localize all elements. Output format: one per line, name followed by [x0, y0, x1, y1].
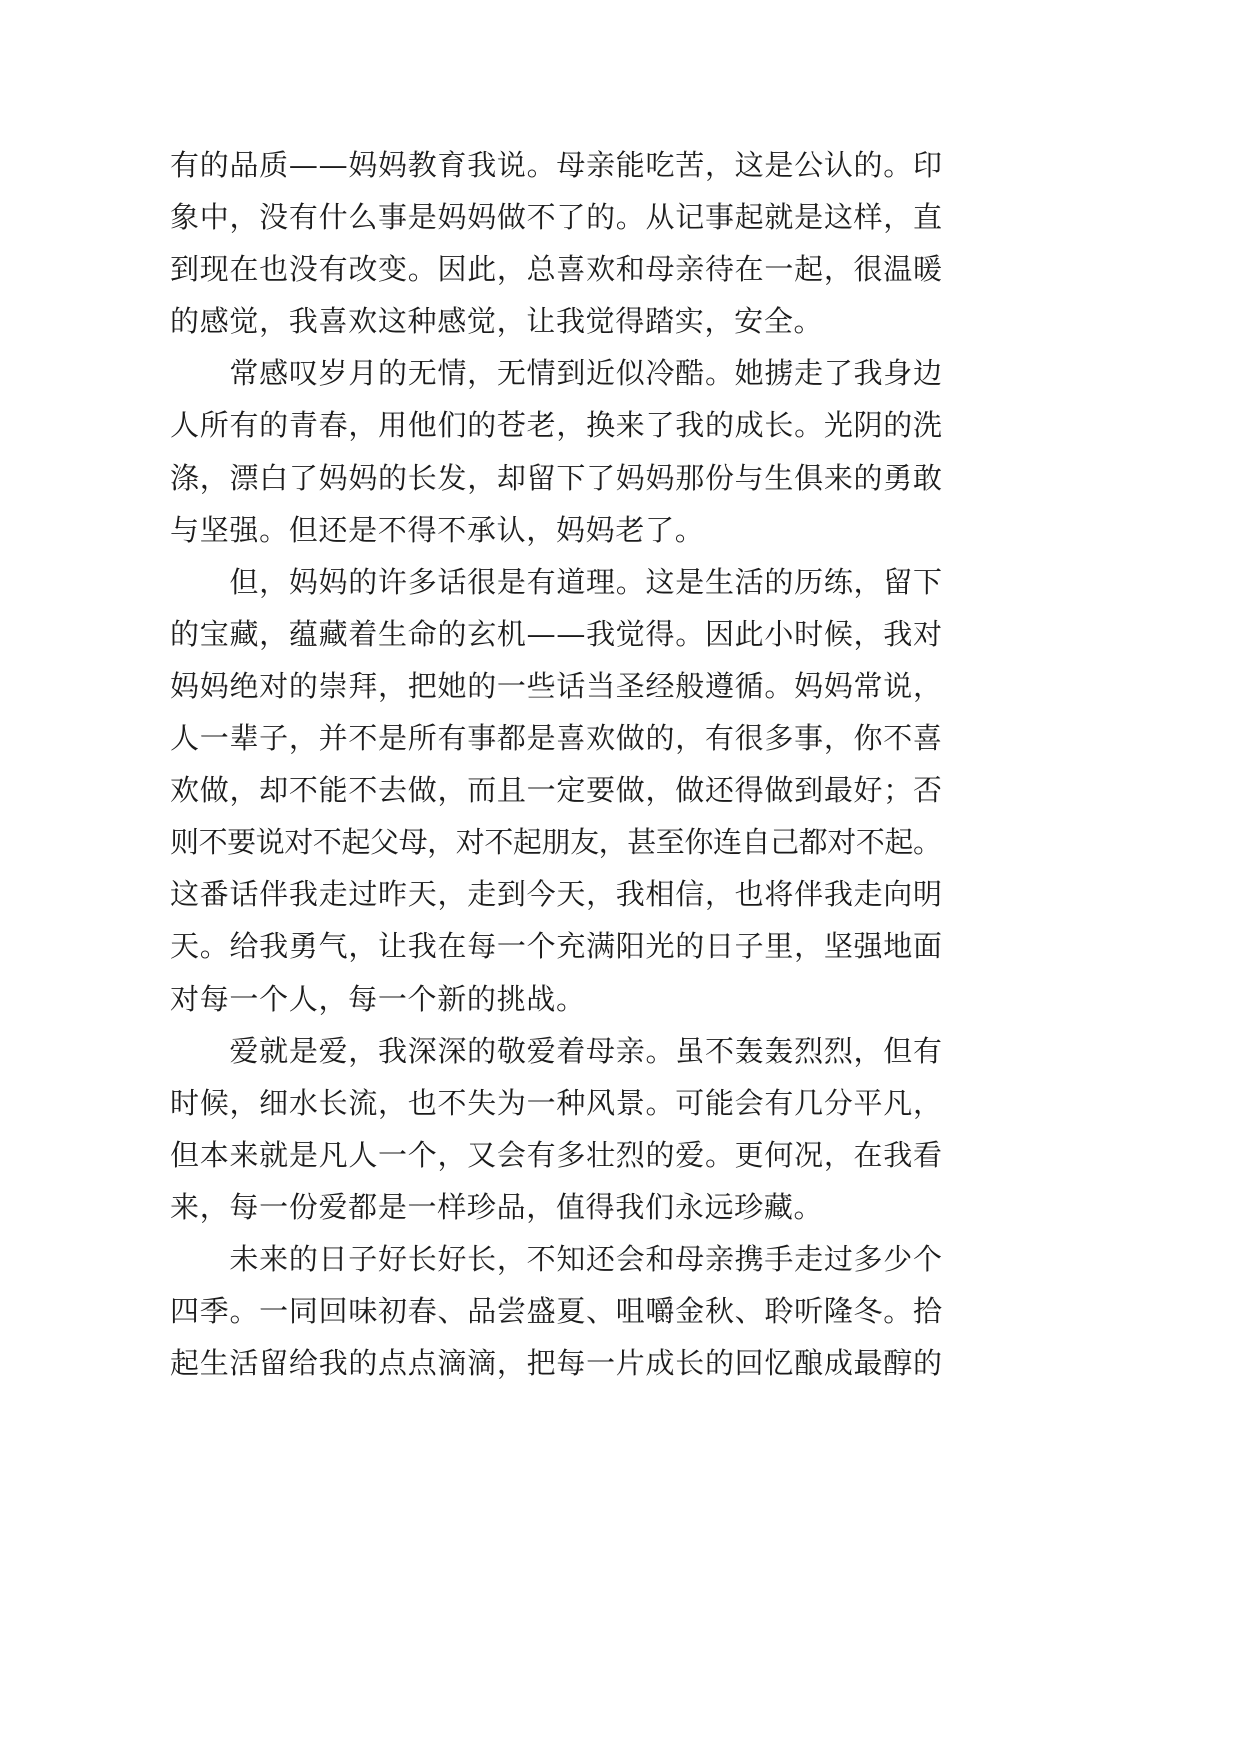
paragraph [170, 556, 942, 1025]
text-line: 起生活留给我的点点滴滴，把每一片成长的回忆酿成最醇的 [170, 1346, 943, 1381]
text-line: 的感觉，我喜欢这种感觉，让我觉得踏实，安全。 [170, 304, 824, 339]
text-line: 未来的日子好长好长，不知还会和母亲携手走过多少个 [229, 1241, 943, 1276]
text-line: 对每一个人，每一个新的挑战。 [170, 981, 586, 1016]
text-line: 涤，漂白了妈妈的长发，却留下了妈妈那份与生俱来的勇敢 [170, 460, 943, 495]
paragraph [170, 1025, 942, 1233]
text-line: 人一辈子，并不是所有事都是喜欢做的，有很多事，你不喜 [170, 721, 943, 756]
text-line: 人所有的青春，用他们的苍老，换来了我的成长。光阴的洗 [170, 408, 943, 443]
text-line: 这番话伴我走过昨天，走到今天，我相信，也将伴我走向明 [170, 877, 943, 912]
text-line: 有的品质——妈妈教育我说。母亲能吃苦，这是公认的。印 [170, 148, 943, 182]
text-line: 到现在也没有改变。因此，总喜欢和母亲待在一起，很温暖 [170, 252, 943, 287]
paragraph [170, 139, 942, 347]
text-line: 则不要说对不起父母，对不起朋友，甚至你连自己都对不起。 [170, 825, 942, 860]
text-line: 与坚强。但还是不得不承认，妈妈老了。 [170, 512, 705, 547]
text-line: 爱就是爱，我深深的敬爱着母亲。虽不轰轰烈烈，但有 [229, 1033, 943, 1068]
text-line: 天。给我勇气，让我在每一个充满阳光的日子里，坚强地面 [170, 929, 943, 964]
text-line: 但本来就是凡人一个，又会有多壮烈的爱。更何况，在我看 [170, 1137, 943, 1172]
text-line: 象中，没有什么事是妈妈做不了的。从记事起就是这样，直 [170, 200, 943, 235]
text-line: 但，妈妈的许多话很是有道理。这是生活的历练，留下 [229, 564, 943, 599]
body-text [170, 139, 942, 1389]
text-line: 妈妈绝对的崇拜，把她的一些话当圣经般遵循。妈妈常说， [170, 668, 943, 703]
text-line: 的宝藏，蕴藏着生命的玄机——我觉得。因此小时候，我对 [170, 616, 943, 651]
paragraph [170, 347, 942, 555]
paragraph [170, 1233, 942, 1389]
text-line: 时候，细水长流，也不失为一种风景。可能会有几分平凡， [170, 1085, 943, 1120]
text-line: 常感叹岁月的无情，无情到近似冷酷。她掳走了我身边 [229, 356, 943, 391]
text-line: 来，每一份爱都是一样珍品，值得我们永远珍藏。 [170, 1189, 824, 1224]
text-line: 欢做，却不能不去做，而且一定要做，做还得做到最好；否 [170, 773, 943, 808]
text-line: 四季。一同回味初春、品尝盛夏、咀嚼金秋、聆听隆冬。拾 [170, 1294, 943, 1329]
